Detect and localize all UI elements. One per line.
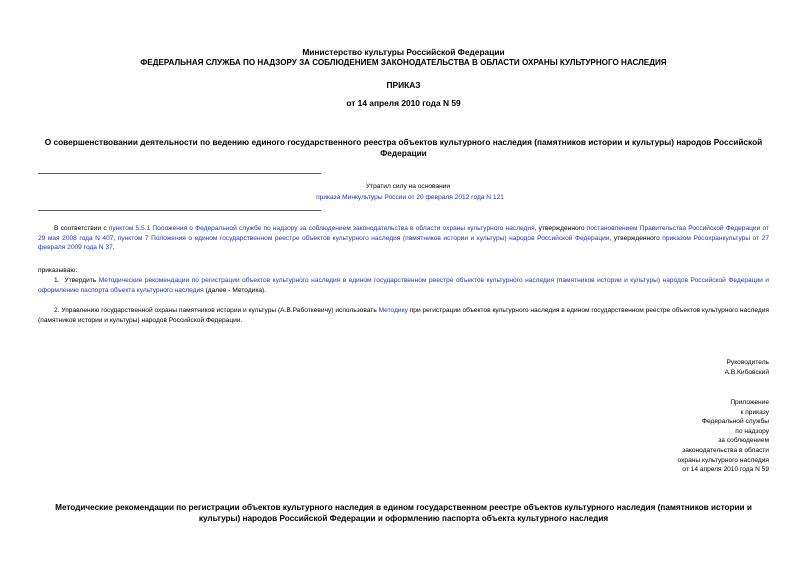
item-2-text-2: при регистрации объектов культурного наследия в едином государственном реестре объектов культурного наследия (памятников истории и культуры) народов Российской Федерации.: [38, 307, 769, 324]
appendix-line: от 14 апреля 2010 года N 59: [682, 466, 769, 474]
appendix-line: к приказу: [740, 408, 769, 416]
document-title: О совершенствовании деятельности по ведению единого государственного реестра объектов культурного наследия (памятников истории и культуры) народов Российской Федерации: [44, 137, 763, 158]
item-1-number: 1.: [54, 277, 60, 284]
signature-name: А.В.Кибовский: [724, 369, 769, 376]
divider-bottom: [38, 210, 321, 211]
document-type: ПРИКАЗ: [386, 80, 421, 90]
preamble-text-5: ,: [112, 244, 115, 252]
item-1-text-1: Утвердить: [64, 277, 99, 284]
status-note-link[interactable]: приказа Минкультуры России от 20 февраля 2012 года N 121: [316, 194, 504, 201]
appendix-line: за соблюдением: [718, 437, 769, 445]
item-1-link-methodology[interactable]: Методические рекомендации по регистрации объектов культурного наследия в едином государственном реестре объектов культурного наследия (памятников истории и культуры) народов Российской Федерации и оформлению паспорта объекта культурного наследия: [38, 277, 769, 294]
preamble-text-3: ,: [113, 234, 118, 242]
order-word: приказываю:: [38, 267, 78, 274]
status-note-text: Утратил силу на основании: [365, 183, 451, 190]
appendix-line: законодательства в области: [682, 446, 769, 454]
preamble-text-2: , утвержденного: [534, 225, 587, 232]
item-1-text-2: (далее - Методика).: [203, 286, 267, 294]
appendix-line: охраны культурного наследия: [677, 456, 769, 464]
preamble-text-1: В соответствии с: [54, 225, 109, 232]
order-item-1: [38, 276, 769, 295]
appendix-title: Методические рекомендации по регистрации объектов культурного наследия в едином государственном реестре объектов культурного наследия (памятников истории и культуры) народов Российской Федерации и оформлению паспорта объекта культурного наследия: [55, 503, 752, 523]
preamble-text-4: , утвержденного: [609, 234, 663, 242]
item-2-text-1: 2. Управлению государственной охраны памятников истории и культуры (А.В.Работкевичу) использовать: [54, 307, 379, 314]
appendix-line: Федеральной службы: [701, 418, 769, 426]
appendix-line: по надзору: [735, 427, 769, 435]
ministry-name: Министерство культуры Российской Федерации: [302, 47, 505, 57]
preamble-link-government-decree[interactable]: постановлением Правительства Российской Федерации от 29 мая 2008 года N 407: [38, 225, 769, 242]
service-name: ФЕДЕРАЛЬНАЯ СЛУЖБА ПО НАДЗОРУ ЗА СОБЛЮДЕНИЕМ ЗАКОНОДАТЕЛЬСТВА В ОБЛАСТИ ОХРАНЫ КУЛЬТУРНОГО НАСЛЕДИЯ: [140, 58, 667, 67]
preamble-link-order-37[interactable]: приказом Росохранкультуры от 27 февраля 2009 года N 37: [38, 234, 770, 252]
appendix-block: [678, 398, 769, 475]
signature-role: Руководитель: [726, 359, 769, 366]
preamble-link-service-regulation[interactable]: пунктом 5.5.1 Положения о Федеральной службе по надзору за соблюдением законодательства в области охраны культурного наследия: [108, 225, 535, 232]
preamble-link-register-regulation[interactable]: пунктом 7 Положения о едином государственном реестре объектов культурного наследия (памятников истории и культуры) народов Российской Федерации: [117, 234, 610, 242]
document-date: от 14 апреля 2010 года N 59: [346, 98, 461, 108]
appendix-line: Приложение: [730, 399, 769, 406]
order-item-2: [38, 306, 769, 325]
item-2-link-methodology[interactable]: Методику: [378, 307, 408, 314]
preamble-paragraph: [38, 224, 769, 253]
divider-top: [38, 173, 321, 174]
document-page: [38, 0, 769, 571]
